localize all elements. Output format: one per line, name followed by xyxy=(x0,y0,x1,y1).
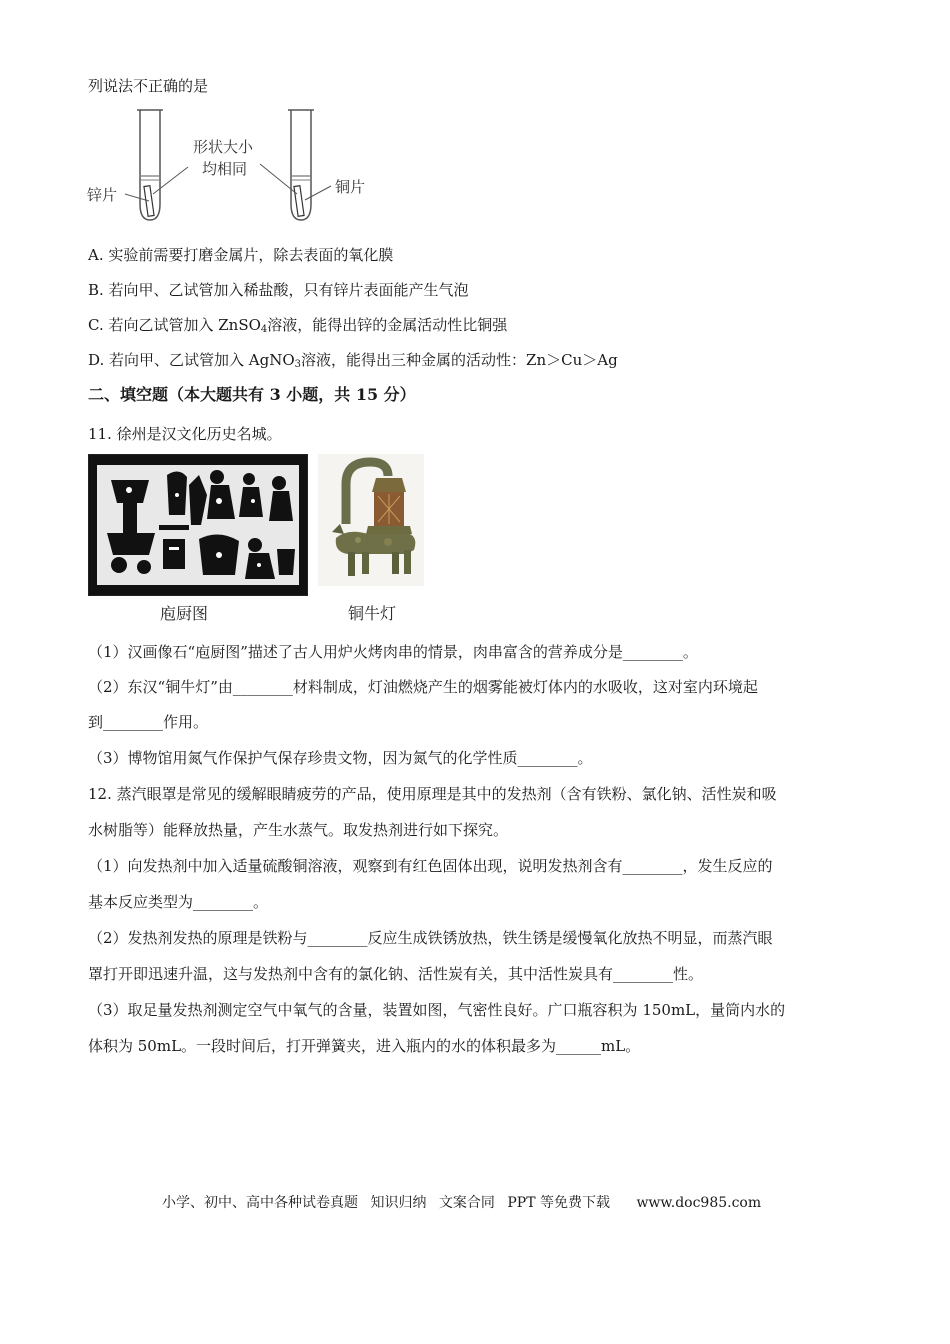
caption-ox-lamp: 铜牛灯 xyxy=(348,604,397,623)
bronze-ox-lamp-image xyxy=(318,454,424,586)
q11-part-2-line-2: 到________作用。 xyxy=(88,713,209,731)
footer-text-exams: 小学、初中、高中各种试卷真题 xyxy=(162,1195,358,1211)
ox-lamp-drawing xyxy=(318,454,424,586)
option-c xyxy=(88,315,507,340)
label-same-shape: 形状大小 xyxy=(193,138,254,156)
footer-text-knowledge: 知识归纳 xyxy=(370,1195,427,1211)
option-c-text: C. 若向乙试管加入 ZnSO xyxy=(88,316,261,334)
q11-stem: 11. 徐州是汉文化历史名城。 xyxy=(88,425,282,443)
label-copper-strip: 铜片 xyxy=(335,178,366,196)
footer-website-link[interactable]: www.doc985.com xyxy=(636,1195,762,1211)
q11-part-2-line-1: （2）东汉“铜牛灯”由________材料制成，灯油燃烧产生的烟雾能被灯体内的水吸收，这对室内环境起 xyxy=(88,678,758,696)
q12-part-2-line-1: （2）发热剂发热的原理是铁粉与________反应生成铁锈放热，铁生锈是缓慢氧化放热不明显，而蒸汽眼 xyxy=(88,929,773,947)
question-stem-tail: 列说法不正确的是 xyxy=(88,77,209,95)
left-test-tube xyxy=(137,110,163,220)
section-title: 二、填空题（本大题共有 3 小题，共 15 分） xyxy=(88,385,416,404)
q12-part-3-line-2: 体积为 50mL。一段时间后，打开弹簧夹，进入瓶内的水的体积最多为______mL。 xyxy=(88,1037,641,1055)
kitchen-relief-image xyxy=(88,454,308,596)
option-d-subscript: 3 xyxy=(294,359,302,370)
test-tube-figure xyxy=(85,104,385,229)
q12-part-2-line-2: 罩打开即迅速升温，这与发热剂中含有的氯化钠、活性炭有关，其中活性炭具有________性。 xyxy=(88,965,704,983)
q12-stem-line-1: 12. 蒸汽眼罩是常见的缓解眼睛疲劳的产品，使用原理是其中的发热剂（含有铁粉、氯化钠、活性炭和吸 xyxy=(88,785,777,803)
q12-stem-line-2: 水树脂等）能释放热量，产生水蒸气。取发热剂进行如下探究。 xyxy=(88,821,509,839)
option-b: B. 若向甲、乙试管加入稀盐酸，只有锌片表面能产生气泡 xyxy=(88,281,469,299)
label-same-size: 均相同 xyxy=(202,160,248,178)
q12-part-1-line-1: （1）向发热剂中加入适量硫酸铜溶液，观察到有红色固体出现，说明发热剂含有________，发生反应的 xyxy=(88,857,773,875)
relief-drawing xyxy=(89,455,307,595)
option-d-text-end: 溶液，能得出三种金属的活动性：Zn＞Cu＞Ag xyxy=(301,351,618,369)
label-zinc-strip: 锌片 xyxy=(87,186,118,204)
option-d-text: D. 若向甲、乙试管加入 AgNO xyxy=(88,351,295,369)
option-d xyxy=(88,350,618,375)
option-c-subscript: 4 xyxy=(260,324,268,335)
caption-kitchen-relief: 庖厨图 xyxy=(160,604,209,623)
page-footer xyxy=(162,1192,761,1212)
q11-part-3: （3）博物馆用氮气作保护气保存珍贵文物，因为氮气的化学性质________。 xyxy=(88,749,593,767)
footer-text-contracts: 文案合同 xyxy=(438,1195,495,1211)
footer-text-ppt: PPT 等免费下载 xyxy=(507,1195,610,1211)
q11-part-1: （1）汉画像石“庖厨图”描述了古人用炉火烤肉串的情景，肉串富含的营养成分是________。 xyxy=(88,643,698,661)
q12-part-1-line-2: 基本反应类型为________。 xyxy=(88,893,269,911)
q12-part-3-line-1: （3）取足量发热剂测定空气中氧气的含量，装置如图，气密性良好。广口瓶容积为 150mL，量筒内水的 xyxy=(88,1001,786,1019)
option-a: A. 实验前需要打磨金属片，除去表面的氧化膜 xyxy=(88,246,394,264)
option-c-text-end: 溶液，能得出锌的金属活动性比铜强 xyxy=(267,316,508,334)
right-test-tube xyxy=(288,110,314,220)
